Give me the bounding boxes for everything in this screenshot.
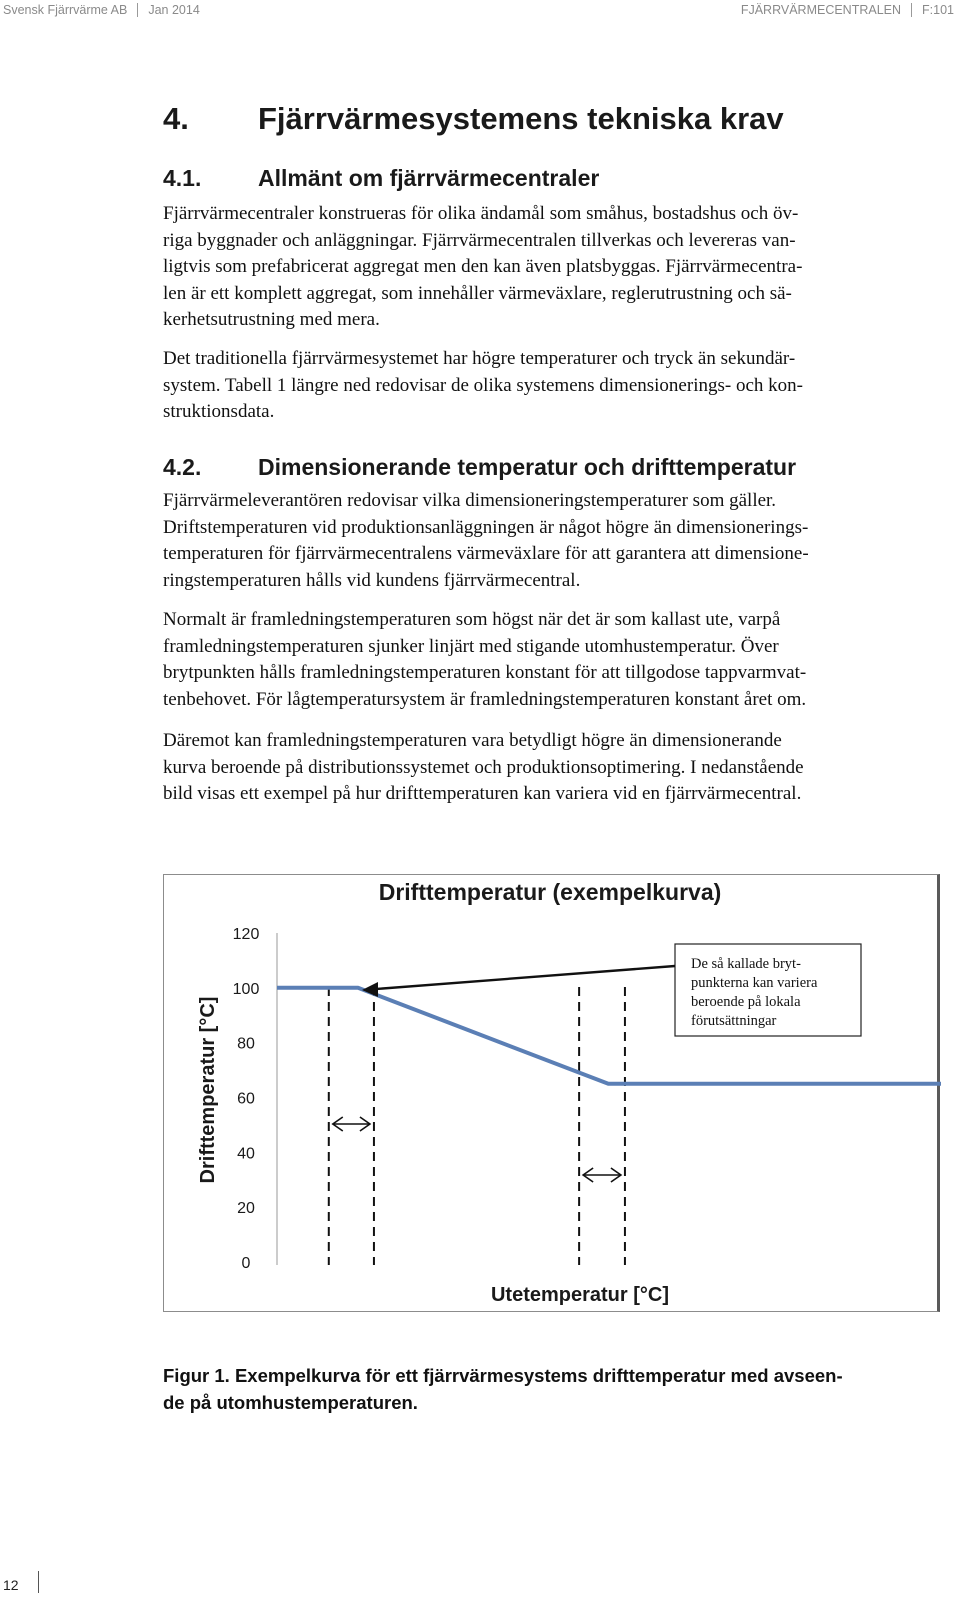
annotation-line: beroende på lokala [691,994,801,1010]
header-code: F:101 [922,3,954,17]
header-date: Jan 2014 [148,3,200,17]
y-tick-label: 20 [237,1200,255,1218]
y-tick-label: 80 [237,1035,255,1053]
section-title: Dimensionerande temperatur och drifttemperatur [258,454,797,480]
page-footer [3,1577,19,1593]
paragraph [163,728,943,808]
section-title: Allmänt om fjärrvärmecentraler [258,165,600,191]
y-tick-label: 120 [232,926,260,943]
annotation-arrowhead [362,982,378,997]
figure-caption [163,1362,843,1416]
text-line: brytpunkten hålls framledningstemperaturen konstant för att tillgodose tappvarmvat- [163,662,807,684]
annotation-line: förutsättningar [691,1013,777,1029]
paragraph [163,346,943,426]
text-line: Fjärrvärmecentraler konstrueras för olika ändamål som småhus, bostadshus och öv- [163,203,799,224]
y-tick-label: 60 [237,1090,255,1108]
text-line: tenbehovet. För lågtemperatursystem är framledningstemperaturen konstant året om. [163,688,807,710]
footer-divider [38,1571,39,1593]
breakpoint-bands [329,987,625,1265]
y-tick-label: 100 [232,980,260,998]
section-heading-4-1 [163,165,599,192]
y-tick-labels [233,926,260,1272]
text-line: riga byggnader och anläggningar. Fjärrvärmecentralen tillverkas och levereras van- [163,229,796,251]
page-header-left [3,3,200,17]
text-line: kerhetsutrustning med mera. [163,309,380,331]
text-line: system. Tabell 1 längre ned redovisar de olika systemens dimensionerings- och kon- [163,374,803,396]
header-company: Svensk Fjärrvärme AB [3,3,128,17]
annotation-line: De så kallade bryt- [691,956,801,972]
page-number: 12 [3,1577,19,1593]
x-axis-label: Utetemperatur [°C] [490,1284,670,1306]
caption-line: de på utomhustemperaturen. [163,1392,418,1413]
text-line: struktionsdata. [163,401,275,423]
text-line: Fjärrvärmeleverantören redovisar vilka dimensioneringstemperaturer som gäller. [163,490,777,511]
text-line: temperaturen för fjärrvärmecentralens värmeväxlare för att garantera att dimensione- [163,543,809,565]
breakpoint-range-arrow [583,1168,621,1182]
chapter-heading [163,101,784,137]
text-line: ringstemperaturen hålls vid kundens fjärrvärmecentral. [163,569,581,591]
page-header-right [741,3,954,17]
chart-figure [163,874,940,1312]
annotation-pointer-line [376,966,675,989]
annotation-line: punkterna kan variera [691,975,818,991]
text-line: Normalt är framledningstemperaturen som högst när det är som kallast ute, varpå [163,609,781,630]
paragraph [163,607,943,713]
y-tick-label: 0 [241,1255,251,1272]
text-line: kurva beroende på distributionssystemet och produktionsoptimering. I nedanstående [163,756,804,778]
section-number: 4.1. [163,165,202,191]
section-heading-4-2 [163,454,796,481]
text-line: len är ett komplett aggregat, som innehåller värmeväxlare, reglerutrustning och sä- [163,282,792,304]
text-line: ligtvis som prefabricerat aggregat men den kan även platsbyggas. Fjärrvärmecentra- [163,256,803,278]
paragraph [163,201,943,334]
annotation-box [362,944,861,1036]
chart-svg [164,875,941,1313]
y-axis-label: Drifttemperatur [°C] [197,996,219,1184]
text-line: Driftstemperaturen vid produktionsanläggningen är något högre än dimensionerings- [163,516,809,538]
text-line: bild visas ett exempel på hur drifttemperaturen kan variera vid en fjärrvärmecentral. [163,783,802,805]
caption-line: Figur 1. Exempelkurva för ett fjärrvärmesystems drifttemperatur med avseen- [163,1365,843,1386]
y-tick-label: 40 [237,1145,255,1163]
section-number: 4.2. [163,454,202,480]
breakpoint-range-arrow [333,1117,370,1131]
text-line: Det traditionella fjärrvärmesystemet har högre temperaturer och tryck än sekundär- [163,348,796,369]
header-divider [137,3,138,17]
text-line: Däremot kan framledningstemperaturen vara betydligt högre än dimensionerande [163,730,782,751]
paragraph [163,488,943,594]
chapter-number: 4. [163,101,189,136]
header-divider [911,3,912,17]
chapter-title: Fjärrvärmesystemens tekniska krav [258,101,784,136]
chart-title: Drifttemperatur (exempelkurva) [378,879,722,905]
text-line: framledningstemperaturen sjunker linjärt med stigande utomhustemperatur. Över [163,635,779,657]
header-document: FJÄRRVÄRMECENTRALEN [740,3,902,17]
